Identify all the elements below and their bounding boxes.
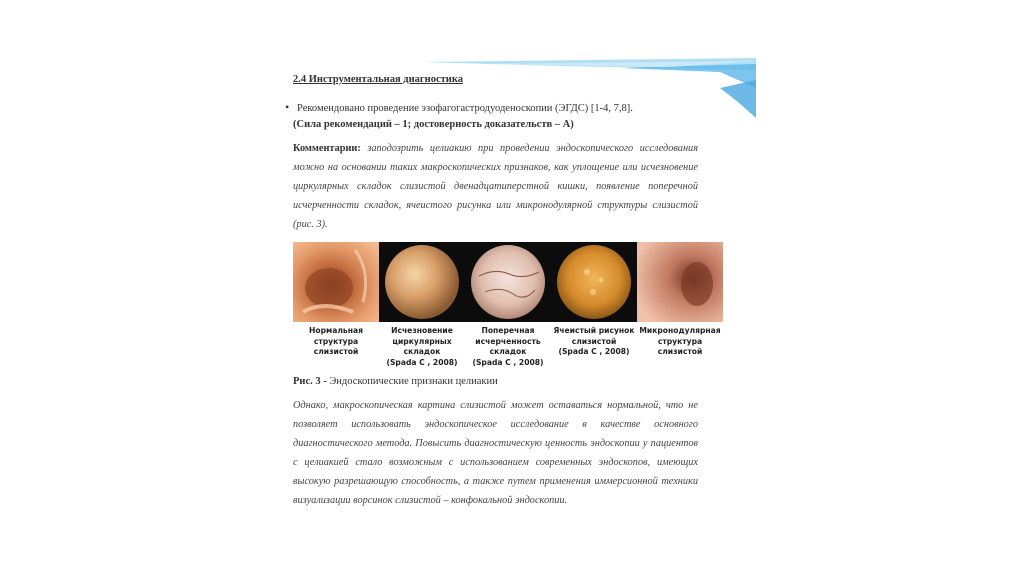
figure-title [293,376,498,387]
recommendation-strength: (Сила рекомендаций – 1; достоверность доказательств – А) [293,119,574,130]
caption-folds-absent: Исчезновение циркулярных складок (Spada C , 2008) [386,326,458,367]
comment-paragraph [293,139,698,234]
endoscopy-normal-image [293,242,379,322]
endoscopy-folds-absent-image [379,242,465,322]
figure-title-text: Эндоскопические признаки целиакии [326,376,498,387]
endoscopy-micronodular-image [637,242,723,322]
figure-label: Рис. 3 - [293,376,327,387]
recommendation-text: Рекомендовано проведение эзофагогастродуоденоскопии (ЭГДС) [1-4, 7,8]. [297,103,633,114]
bullet-icon: • [285,100,290,114]
caption-cellular-pattern: Ячеистый рисунок слизистой (Spada C , 2008) [553,326,635,356]
caption-normal: Нормальная структура слизистой [309,326,363,356]
section-heading: 2.4 Инструментальная диагностика [293,74,463,85]
caption-transverse-striation: Поперечная исчерченность складок (Spada C , 2008) [472,326,544,367]
body-paragraph: Однако, макроскопическая картина слизистой может оставаться нормальной, что не позволяет использовать эндоскопическое исследование в качестве основного диагностического метода. Повысить диагностическую ценность эндоскопии у пациентов с целиакией стало возможным с использованием современных эндоскопов, имеющих высокую разрешающую способность, а также путем применения иммерсионной техники визуализации ворсинок слизистой – конфокальной эндоскопии. [293,400,698,506]
comment-text: заподозрить целиакию при проведении эндоскопического исследования можно на основании таких макроскопических признаков, как уплощение или исчезновение циркулярных складок слизистой двенадцатиперстной кишки, появление поперечной исчерченности складок, ячеистого рисунка или микронодулярной структуры слизистой (рис. 3). [293,143,698,230]
comment-label: Комментарии: [293,143,361,154]
recommendation-item [285,100,633,115]
endoscopy-cellular-pattern-image [551,242,637,322]
caption-micronodular: Микронодулярная структура слизистой [639,326,721,356]
endoscopy-transverse-striation-image [465,242,551,322]
figure-captions [293,326,735,374]
figure-images [293,242,723,322]
